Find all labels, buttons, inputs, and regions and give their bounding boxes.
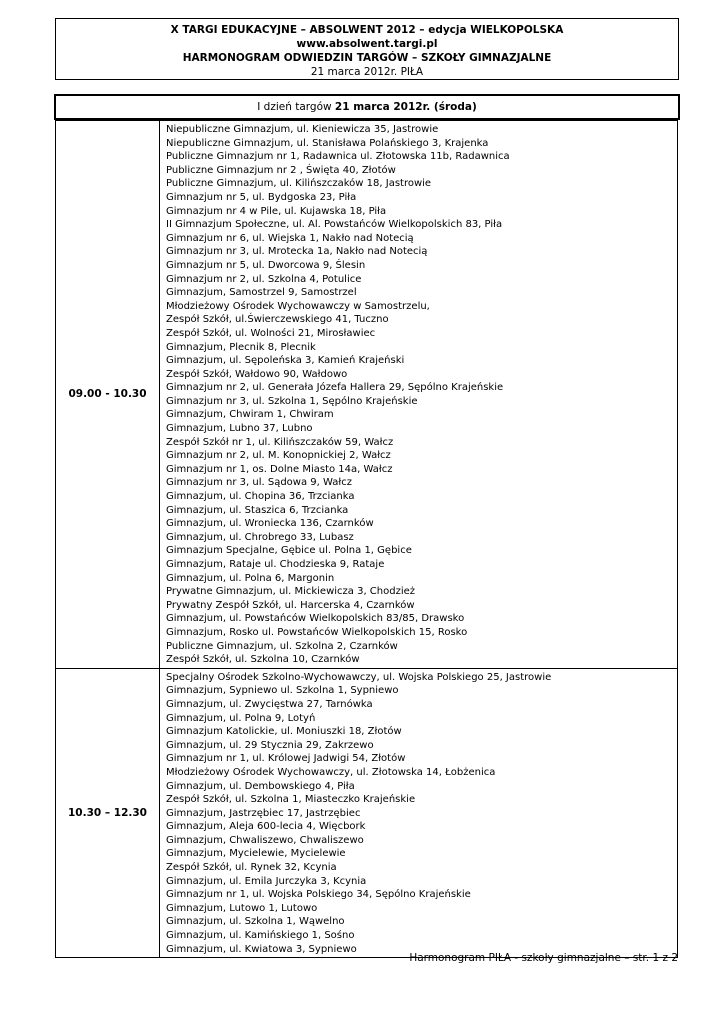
document-header bbox=[55, 18, 679, 80]
time-slot-label: 10.30 – 12.30 bbox=[56, 669, 160, 957]
school-entry: Gimnazjum, ul. Kwiatowa 3, Sypniewo bbox=[166, 943, 357, 955]
school-entry: Prywatne Gimnazjum, ul. Mickiewicza 3, Chodzież bbox=[166, 586, 416, 598]
school-entry: Gimnazjum nr 5, ul. Bydgoska 23, Piła bbox=[166, 191, 357, 203]
school-entry: Zespół Szkół, ul. Rynek 32, Kcynia bbox=[166, 862, 337, 874]
schedule-table bbox=[55, 120, 678, 958]
day-heading bbox=[54, 94, 680, 120]
school-entry: Gimnazjum, ul. Chopina 36, Trzcianka bbox=[166, 491, 355, 503]
school-entry: Gimnazjum, ul. Polna 6, Margonin bbox=[166, 572, 335, 584]
school-entry: Gimnazjum, Rataje ul. Chodzieska 9, Rataje bbox=[166, 559, 385, 570]
school-entry: Młodzieżowy Ośrodek Wychowawczy, ul. Złotowska 14, Łobżenica bbox=[166, 766, 496, 778]
school-entry: Gimnazjum, Samostrzel 9, Samostrzel bbox=[166, 287, 357, 299]
school-entry: Gimnazjum nr 1, ul. Królowej Jadwigi 54, Złotów bbox=[166, 753, 406, 765]
school-entry: Gimnazjum, ul. Chrobrego 33, Lubasz bbox=[166, 531, 354, 543]
school-entry: Gimnazjum, Rosko ul. Powstańców Wielkopolskich 15, Rosko bbox=[166, 626, 468, 638]
school-entry: Zespół Szkół, ul.Świerczewskiego 41, Tuczno bbox=[166, 314, 389, 326]
school-entry: Publiczne Gimnazjum nr 2 , Święta 40, Złotów bbox=[166, 164, 396, 176]
school-entry: Gimnazjum, ul. Kamińskiego 1, Sośno bbox=[166, 930, 355, 942]
school-entry: Gimnazjum, ul. 29 Stycznia 29, Zakrzewo bbox=[166, 739, 374, 751]
school-entry: Prywatny Zespół Szkół, ul. Harcerska 4, Czarnków bbox=[166, 599, 415, 611]
school-entry: Młodzieżowy Ośrodek Wychowawczy w Samostrzelu, bbox=[166, 300, 430, 312]
school-entry: Gimnazjum, Chwiram 1, Chwiram bbox=[166, 409, 334, 421]
school-entry: Gimnazjum nr 4 w Pile, ul. Kujawska 18, Piła bbox=[166, 205, 387, 217]
school-entry: Gimnazjum, ul. Emila Jurczyka 3, Kcynia bbox=[166, 875, 367, 887]
school-entry: Gimnazjum, Sypniewo ul. Szkolna 1, Sypniewo bbox=[166, 685, 399, 697]
school-entry: Gimnazjum, ul. Zwycięstwa 27, Tarnówka bbox=[166, 698, 373, 710]
school-entry: Zespół Szkół, ul. Wolności 21, Mirosławiec bbox=[166, 327, 376, 339]
school-entry: Zespół Szkół, Wałdowo 90, Wałdowo bbox=[166, 368, 348, 380]
school-entry: Specjalny Ośrodek Szkolno-Wychowawczy, ul. Wojska Polskiego 25, Jastrowie bbox=[166, 671, 552, 683]
event-title: X TARGI EDUKACYJNE – ABSOLWENT 2012 – edycja WIELKOPOLSKA bbox=[170, 24, 564, 36]
school-entry: Gimnazjum nr 3, ul. Mrotecka 1a, Nakło nad Notecią bbox=[166, 246, 428, 258]
school-entry: II Gimnazjum Społeczne, ul. Al. Powstańców Wielkopolskich 83, Piła bbox=[166, 219, 503, 231]
school-entry: Gimnazjum, Mycielewie, Mycielewie bbox=[166, 848, 346, 860]
event-date: 21 marca 2012r. PIŁA bbox=[310, 66, 424, 78]
school-entry: Gimnazjum nr 1, os. Dolne Miasto 14a, Wałcz bbox=[166, 463, 393, 475]
page-footer: Harmonogram PIŁA - szkoły gimnazjalne – str. 1 z 2 bbox=[409, 952, 678, 964]
school-entry: Gimnazjum, ul. Szkolna 1, Wąwelno bbox=[166, 916, 345, 928]
school-entry: Publiczne Gimnazjum, ul. Kilińszczaków 18, Jastrowie bbox=[166, 178, 432, 190]
time-slot-block bbox=[56, 668, 677, 957]
school-entry: Gimnazjum, Lutowo 1, Lutowo bbox=[166, 902, 318, 914]
school-entry: Gimnazjum, Plecnik 8, Plecnik bbox=[166, 341, 316, 353]
time-slot-block bbox=[56, 121, 677, 668]
school-entry: Publiczne Gimnazjum nr 1, Radawnica ul. Złotowska 11b, Radawnica bbox=[166, 151, 510, 163]
school-entry: Niepubliczne Gimnazjum, ul. Kieniewicza 35, Jastrowie bbox=[166, 124, 439, 135]
school-entry: Publiczne Gimnazjum, ul. Szkolna 2, Czarnków bbox=[166, 640, 398, 652]
school-entry: Gimnazjum nr 1, ul. Wojska Polskiego 34, Sępólno Krajeńskie bbox=[166, 889, 471, 901]
school-entry: Zespół Szkół nr 1, ul. Kilińszczaków 59, Wałcz bbox=[166, 436, 394, 448]
school-entry: Gimnazjum nr 3, ul. Sądowa 9, Wałcz bbox=[166, 477, 352, 489]
time-slot-label: 09.00 - 10.30 bbox=[56, 121, 160, 668]
school-entry: Gimnazjum nr 2, ul. Generała Józefa Hallera 29, Sępólno Krajeńskie bbox=[166, 382, 504, 394]
school-entry: Gimnazjum nr 5, ul. Dworcowa 9, Ślesin bbox=[166, 259, 366, 271]
school-entry: Zespół Szkół, ul. Szkolna 1, Miasteczko Krajeńskie bbox=[166, 794, 416, 806]
school-list bbox=[160, 121, 677, 668]
school-entry: Gimnazjum nr 2, ul. Szkolna 4, Potulice bbox=[166, 273, 362, 285]
school-entry: Gimnazjum Katolickie, ul. Moniuszki 18, Złotów bbox=[166, 726, 402, 738]
day-heading-prefix: I dzień targów bbox=[257, 101, 335, 113]
school-entry: Niepubliczne Gimnazjum, ul. Stanisława Polańskiego 3, Krajenka bbox=[166, 137, 489, 149]
school-entry: Gimnazjum, ul. Powstańców Wielkopolskich 83/85, Drawsko bbox=[166, 613, 465, 625]
school-entry: Gimnazjum, ul. Dembowskiego 4, Piła bbox=[166, 780, 355, 792]
school-entry: Gimnazjum, ul. Polna 9, Lotyń bbox=[166, 712, 316, 724]
school-entry: Gimnazjum, Jastrzębiec 17, Jastrzębiec bbox=[166, 807, 361, 819]
school-entry: Gimnazjum, ul. Staszica 6, Trzcianka bbox=[166, 504, 349, 516]
event-website: www.absolwent.targi.pl bbox=[296, 38, 438, 50]
school-entry: Gimnazjum nr 6, ul. Wiejska 1, Nakło nad Notecią bbox=[166, 232, 414, 244]
school-entry: Gimnazjum nr 3, ul. Szkolna 1, Sępólno Krajeńskie bbox=[166, 395, 418, 407]
school-list bbox=[160, 669, 677, 957]
school-entry: Gimnazjum, Chwaliszewo, Chwaliszewo bbox=[166, 834, 364, 846]
school-entry: Zespół Szkół, ul. Szkolna 10, Czarnków bbox=[166, 654, 360, 666]
school-entry: Gimnazjum, Aleja 600-lecia 4, Więcbork bbox=[166, 821, 366, 833]
schedule-title: HARMONOGRAM ODWIEDZIN TARGÓW – SZKOŁY GIMNAZJALNE bbox=[182, 52, 552, 64]
school-entry: Gimnazjum, ul. Wroniecka 136, Czarnków bbox=[166, 518, 374, 530]
school-entry: Gimnazjum, Lubno 37, Lubno bbox=[166, 423, 313, 435]
school-entry: Gimnazjum nr 2, ul. M. Konopnickiej 2, Wałcz bbox=[166, 450, 391, 462]
school-entry: Gimnazjum, ul. Sępoleńska 3, Kamień Krajeński bbox=[166, 355, 405, 367]
day-heading-date: 21 marca 2012r. (środa) bbox=[334, 101, 477, 113]
school-entry: Gimnazjum Specjalne, Gębice ul. Polna 1, Gębice bbox=[166, 545, 412, 557]
